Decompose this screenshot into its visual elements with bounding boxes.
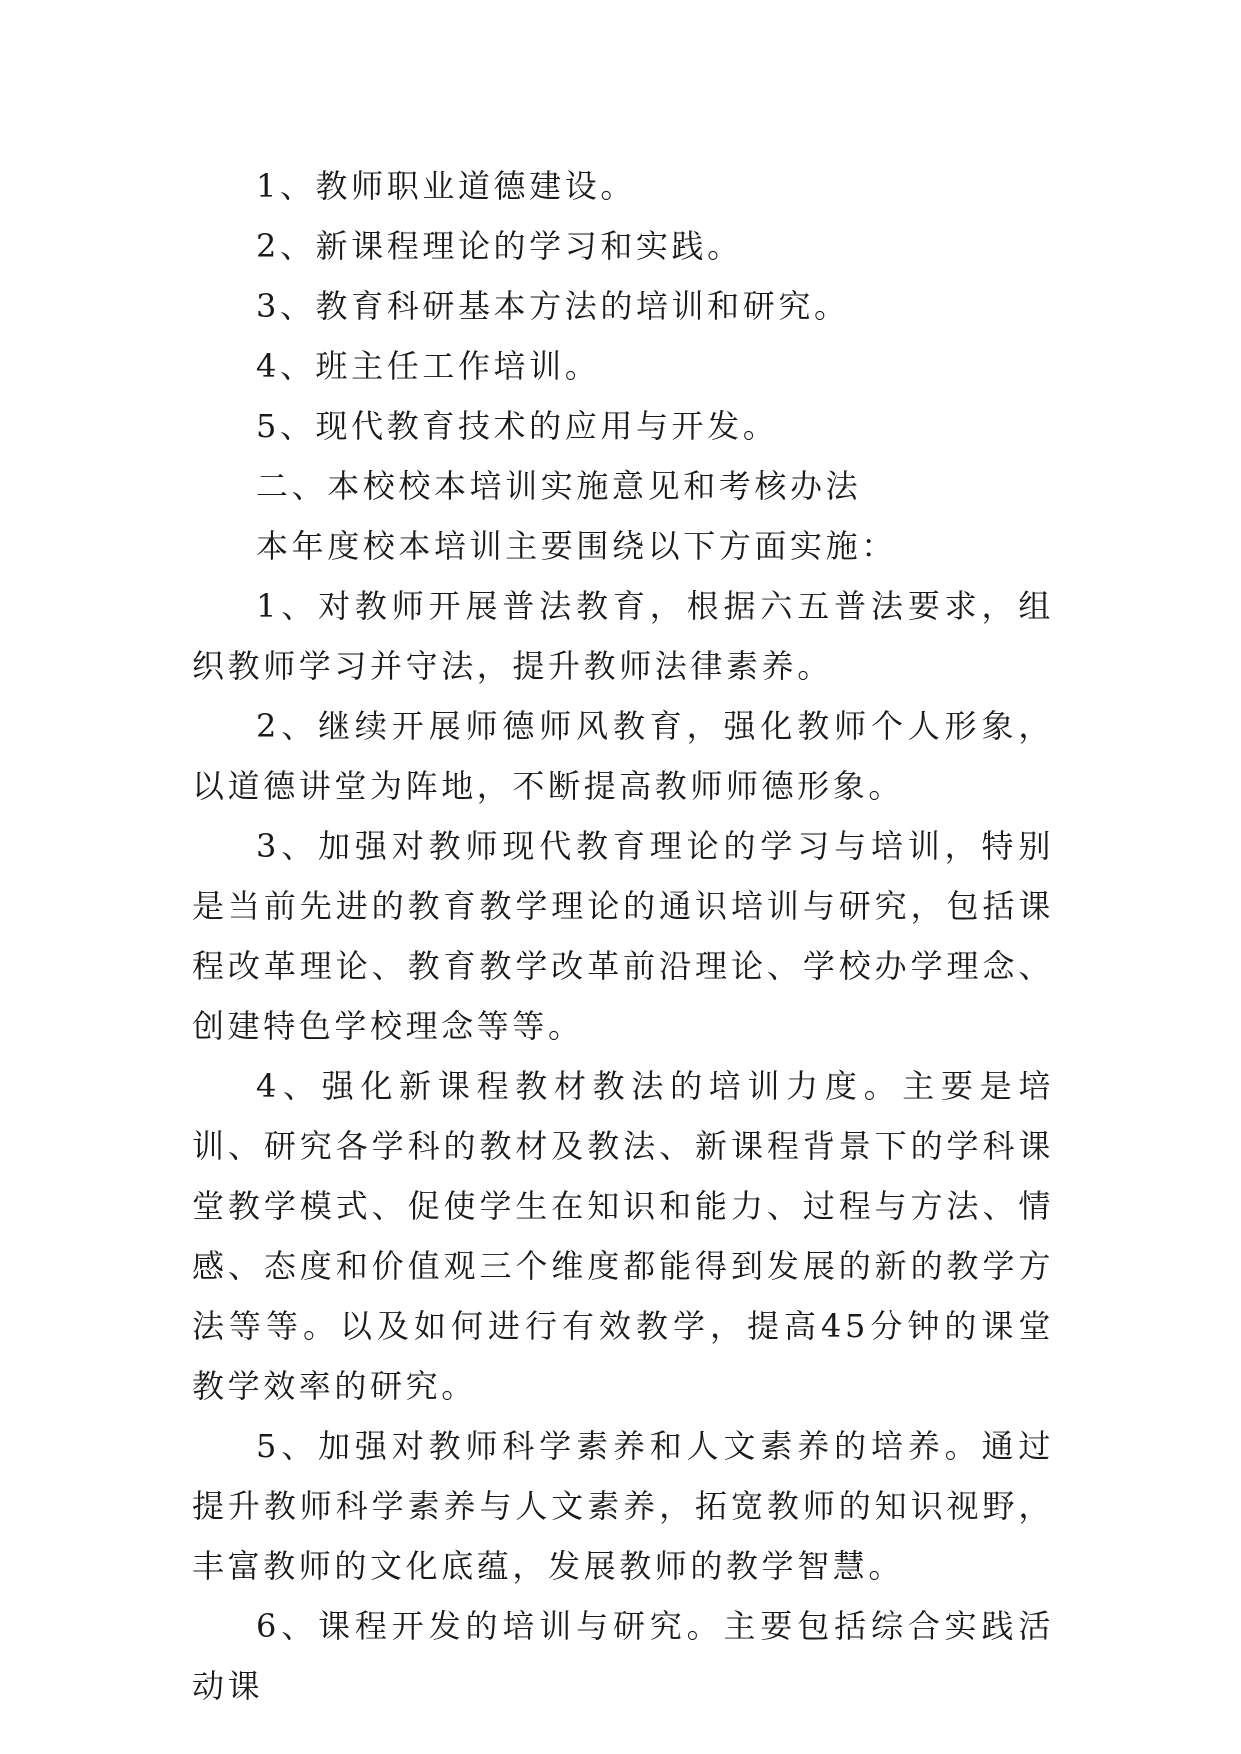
list-item-1: 1、教师职业道德建设。	[256, 167, 636, 205]
list-item-4: 4、班主任工作培训。	[256, 347, 601, 385]
intro-paragraph: 本年度校本培训主要围绕以下方面实施：	[256, 527, 897, 565]
paragraph-6: 6、课程开发的培训与研究。主要包括综合实践活动课	[192, 1607, 1054, 1705]
document-body	[192, 156, 1054, 1716]
list-item-2: 2、新课程理论的学习和实践。	[256, 227, 743, 265]
list-item-5: 5、现代教育技术的应用与开发。	[256, 407, 779, 445]
paragraph-4: 4、强化新课程教材教法的培训力度。主要是培训、研究各学科的教材及教法、新课程背景下的学科课堂教学模式、促使学生在知识和能力、过程与方法、情感、态度和价值观三个维度都能得到发展的新的教学方法等等。以及如何进行有效教学，提高45分钟的课堂教学效率的研究。	[192, 1067, 1054, 1405]
paragraph-5: 5、加强对教师科学素养和人文素养的培养。通过提升教师科学素养与人文素养，拓宽教师的知识视野，丰富教师的文化底蕴，发展教师的教学智慧。	[192, 1427, 1054, 1585]
paragraph-2: 2、继续开展师德师风教育，强化教师个人形象，以道德讲堂为阵地，不断提高教师师德形象。	[192, 707, 1054, 805]
paragraph-1: 1、对教师开展普法教育，根据六五普法要求，组织教师学习并守法，提升教师法律素养。	[192, 587, 1054, 685]
list-item-3: 3、教育科研基本方法的培训和研究。	[256, 287, 850, 325]
paragraph-3: 3、加强对教师现代教育理论的学习与培训，特别是当前先进的教育教学理论的通识培训与研究，包括课程改革理论、教育教学改革前沿理论、学校办学理念、创建特色学校理念等等。	[192, 827, 1054, 1045]
section-heading: 二、本校校本培训实施意见和考核办法	[256, 467, 862, 505]
